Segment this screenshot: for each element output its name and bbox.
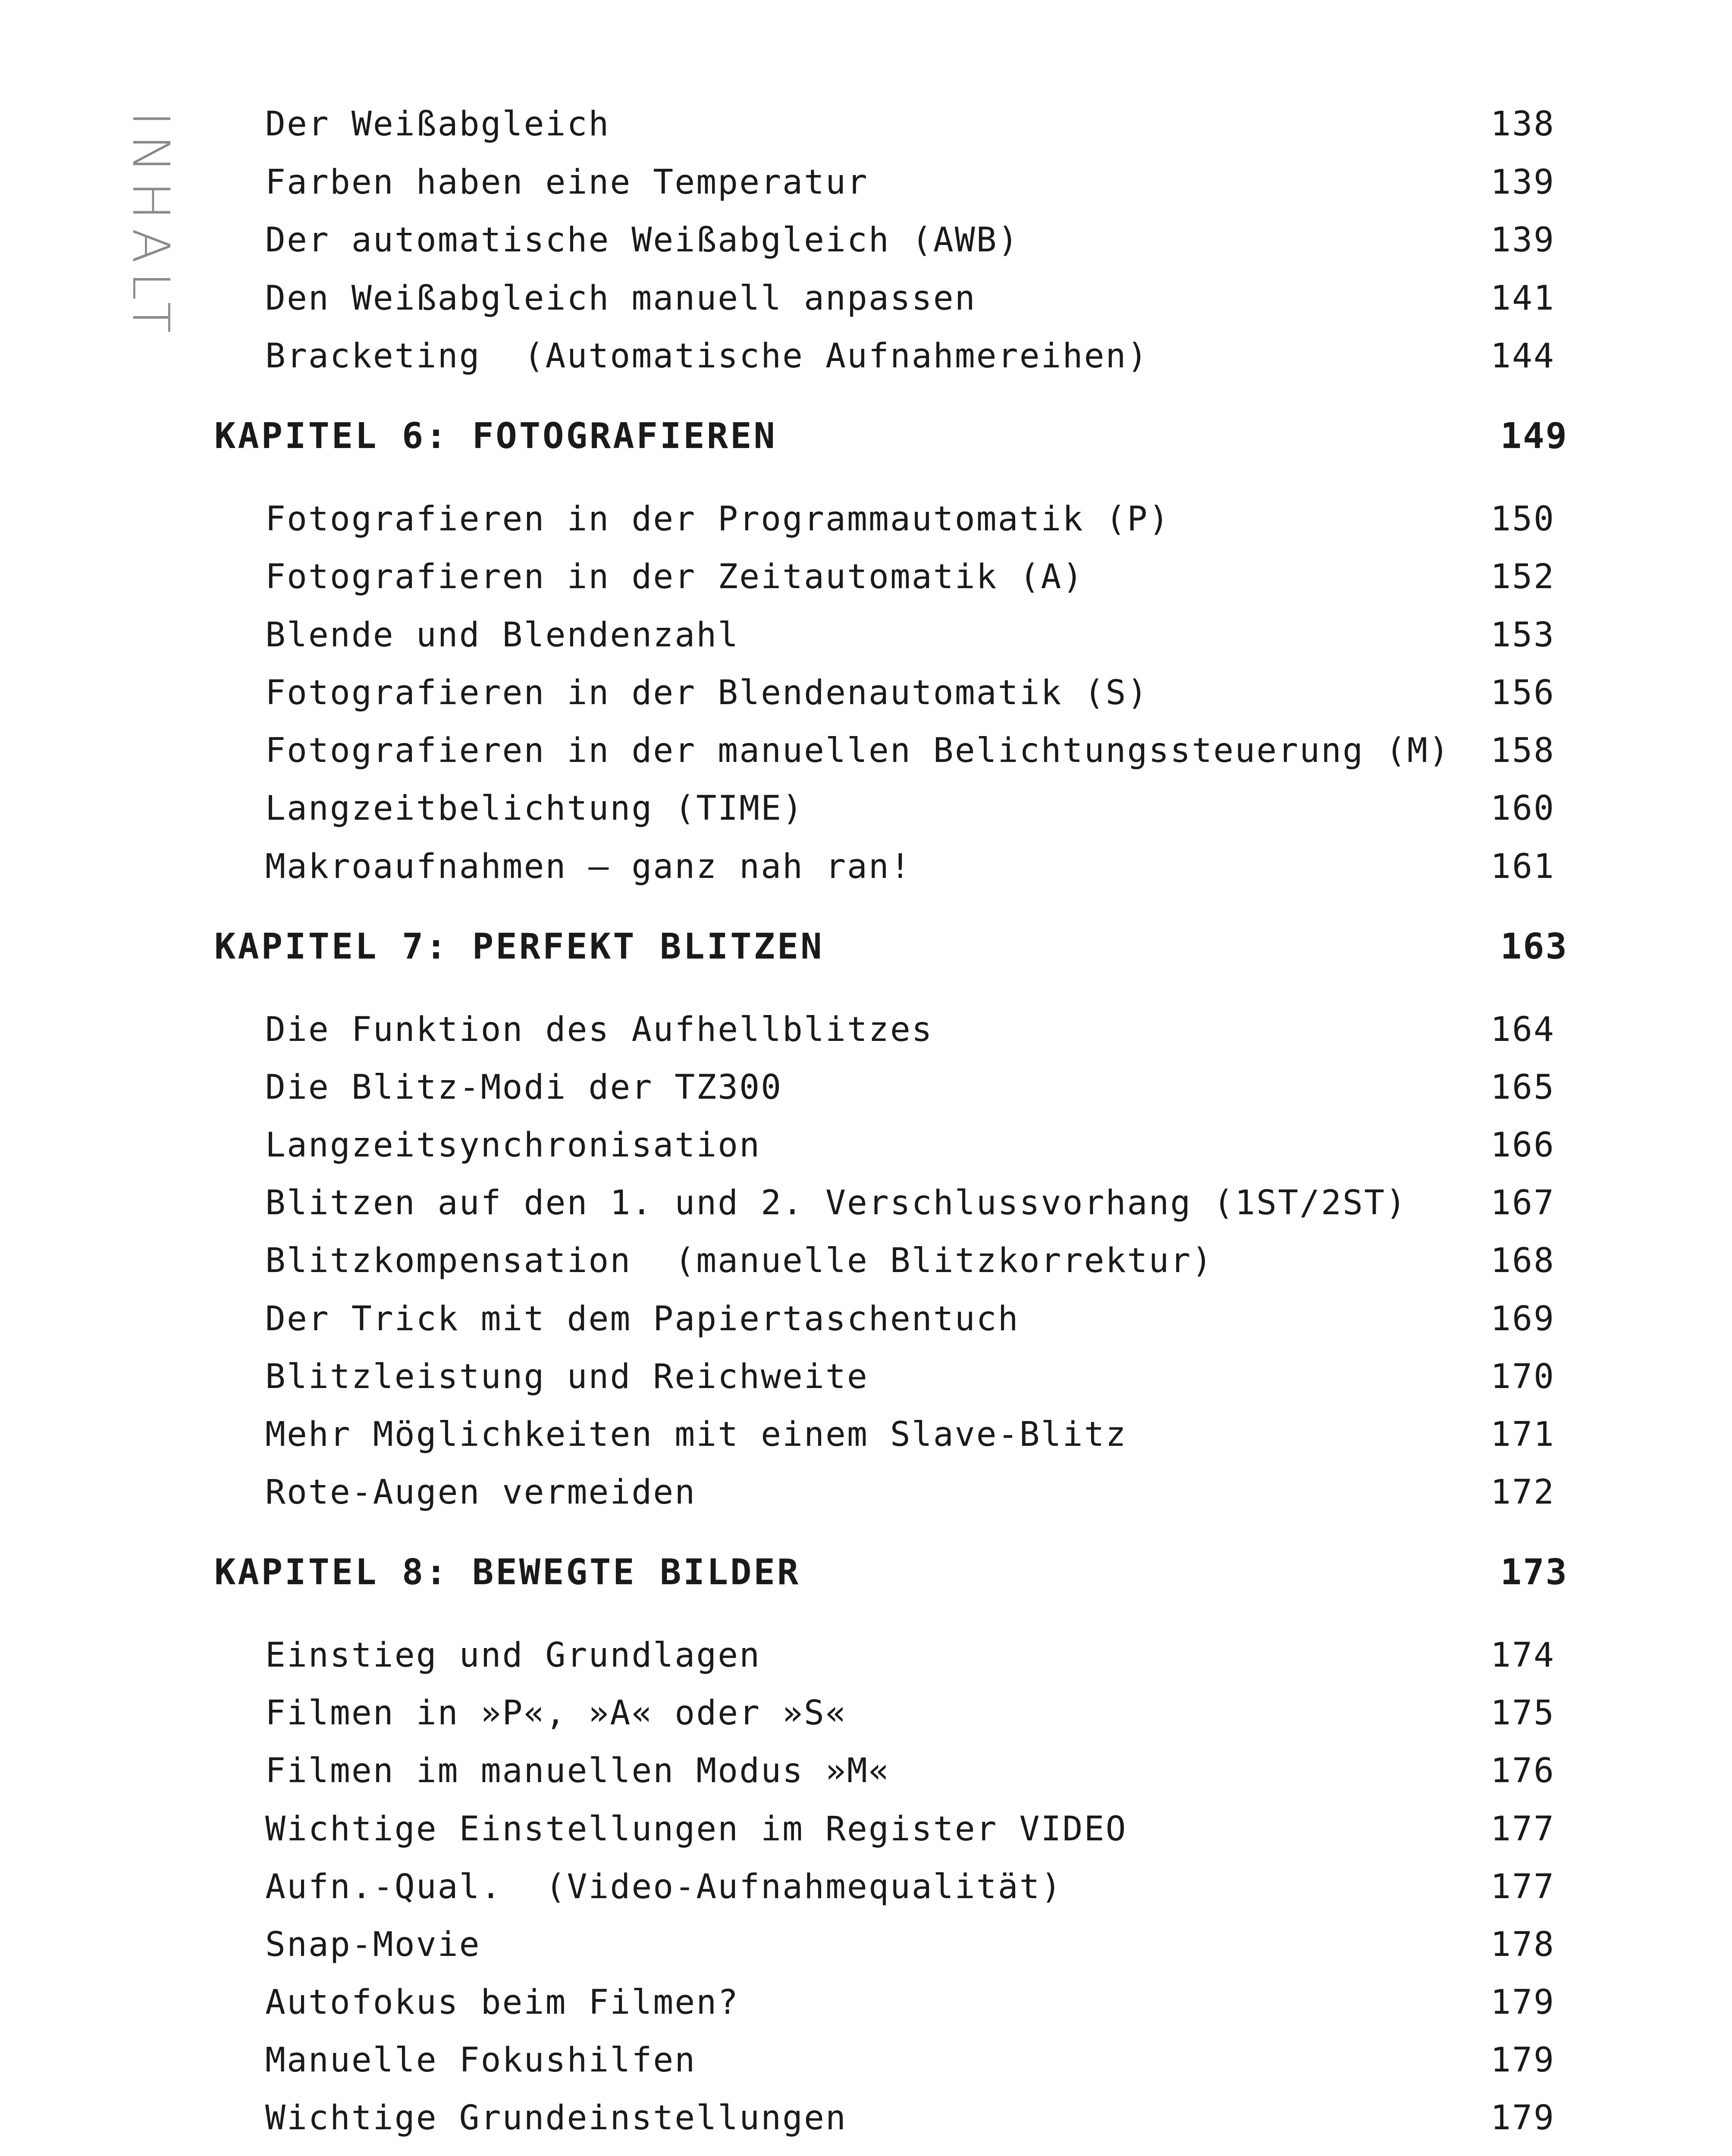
toc-entry-page: 171 xyxy=(1490,1415,1555,1454)
toc-entry-title: Blitzkompensation (manuelle Blitzkorrektur) xyxy=(265,1241,1214,1280)
toc-entry-page: 179 xyxy=(1490,2099,1555,2137)
toc-entry-title: Filmen im manuellen Modus »M« xyxy=(265,1752,890,1790)
toc-entry-page: 165 xyxy=(1490,1068,1555,1107)
toc-entry[interactable] xyxy=(0,493,1732,545)
toc-entry-title: Fotografieren in der Blendenautomatik (S) xyxy=(265,674,1149,712)
toc-entry-page: 174 xyxy=(1490,1636,1555,1675)
toc-entry-title: Fotografieren in der Programmautomatik (P) xyxy=(265,500,1170,539)
toc-entry-title: Die Funktion des Aufhellblitzes xyxy=(265,1010,933,1049)
toc-entry-title: Langzeitbelichtung (TIME) xyxy=(265,789,804,828)
chapter-page: 149 xyxy=(1500,416,1568,457)
toc-entry-page: 152 xyxy=(1490,558,1555,596)
toc-entry-title: Farben haben eine Temperatur xyxy=(265,163,869,202)
toc-entry[interactable] xyxy=(0,609,1732,661)
toc-entry-page: 169 xyxy=(1490,1300,1555,1338)
toc-entry[interactable] xyxy=(0,725,1732,777)
toc-entry[interactable] xyxy=(0,157,1732,208)
toc-entry[interactable] xyxy=(0,1687,1732,1739)
toc-entry-page: 175 xyxy=(1490,1694,1555,1733)
toc-entry-page: 164 xyxy=(1490,1010,1555,1049)
toc-entry[interactable] xyxy=(0,1235,1732,1287)
toc-entry-page: 170 xyxy=(1490,1357,1555,1396)
toc-entry[interactable] xyxy=(0,841,1732,893)
toc-entry-page: 166 xyxy=(1490,1126,1555,1165)
toc-entry-title: Wichtige Grundeinstellungen xyxy=(265,2099,847,2137)
toc-entry-title: Blitzleistung und Reichweite xyxy=(265,1357,869,1396)
toc-entry[interactable] xyxy=(0,1062,1732,1113)
toc-entry-page: 138 xyxy=(1490,105,1555,144)
toc-entry-title: Den Weißabgleich manuell anpassen xyxy=(265,279,976,318)
toc-entry-page: 160 xyxy=(1490,789,1555,828)
section-label-inhalt: INHALT xyxy=(121,111,181,342)
toc-entry-page: 178 xyxy=(1490,1925,1555,1964)
toc-entry-page: 172 xyxy=(1490,1473,1555,1512)
toc-entry-title: Filmen in »P«, »A« oder »S« xyxy=(265,1694,847,1733)
toc-entry[interactable] xyxy=(0,783,1732,834)
toc-entry-page: 176 xyxy=(1490,1752,1555,1790)
chapter-page: 173 xyxy=(1500,1552,1568,1593)
toc-entry[interactable] xyxy=(0,98,1732,150)
toc-entry-page: 168 xyxy=(1490,1241,1555,1280)
toc-entry-title: Makroaufnahmen – ganz nah ran! xyxy=(265,847,912,886)
toc-entry[interactable] xyxy=(0,2092,1732,2144)
toc-entry-title: Die Blitz-Modi der TZ300 xyxy=(265,1068,783,1107)
toc-entry-title: Wichtige Einstellungen im Register VIDEO xyxy=(265,1810,1127,1849)
toc-entry[interactable] xyxy=(0,1177,1732,1229)
chapter-title: KAPITEL 8: BEWEGTE BILDER xyxy=(214,1552,801,1593)
toc-entry[interactable] xyxy=(0,1351,1732,1403)
toc-entry-page: 177 xyxy=(1490,1810,1555,1849)
toc-entry-page: 158 xyxy=(1490,731,1555,770)
toc-entry[interactable] xyxy=(0,1293,1732,1345)
toc-entry[interactable] xyxy=(0,1919,1732,1971)
toc-entry[interactable] xyxy=(0,2034,1732,2086)
toc-entry-title: Der Weißabgleich xyxy=(265,105,610,144)
toc-entry[interactable] xyxy=(0,667,1732,719)
toc-entry-page: 161 xyxy=(1490,847,1555,886)
toc-entry-title: Autofokus beim Filmen? xyxy=(265,1983,740,2022)
toc-entry-title: Manuelle Fokushilfen xyxy=(265,2041,697,2080)
toc-chapter-heading[interactable] xyxy=(0,921,1732,973)
toc-entry[interactable] xyxy=(0,2150,1732,2156)
toc-entry[interactable] xyxy=(0,1977,1732,2028)
toc-entry-title: Fotografieren in der manuellen Belichtungssteuerung (M) xyxy=(265,731,1450,770)
toc-entry-title: Rote-Augen vermeiden xyxy=(265,1473,697,1512)
chapter-title: KAPITEL 7: PERFEKT BLITZEN xyxy=(214,926,824,967)
toc-entry-page: 156 xyxy=(1490,674,1555,712)
toc-entry-page: 167 xyxy=(1490,1184,1555,1222)
toc-entry[interactable] xyxy=(0,1409,1732,1460)
toc-entry[interactable] xyxy=(0,214,1732,266)
toc-entry-title: Aufn.-Qual. (Video-Aufnahmequalität) xyxy=(265,1868,1063,1906)
toc-entry[interactable] xyxy=(0,1630,1732,1681)
toc-entry-page: 141 xyxy=(1490,279,1555,318)
toc-entry-title: Snap-Movie xyxy=(265,1925,481,1964)
toc-entry[interactable] xyxy=(0,1467,1732,1518)
toc-entry-title: Mehr Möglichkeiten mit einem Slave-Blitz xyxy=(265,1415,1127,1454)
toc-chapter-heading[interactable] xyxy=(0,411,1732,462)
toc-entry[interactable] xyxy=(0,330,1732,382)
toc-entry-title: Langzeitsynchronisation xyxy=(265,1126,761,1165)
toc-entry-title: Fotografieren in der Zeitautomatik (A) xyxy=(265,558,1084,596)
toc-entry-title: Der automatische Weißabgleich (AWB) xyxy=(265,221,1020,260)
toc-entry-title: Bracketing (Automatische Aufnahmereihen) xyxy=(265,337,1149,376)
toc-chapter-heading[interactable] xyxy=(0,1547,1732,1598)
toc-entry-page xyxy=(1490,2150,1555,2156)
toc-entry[interactable] xyxy=(0,551,1732,603)
chapter-title: KAPITEL 6: FOTOGRAFIEREN xyxy=(214,416,777,457)
toc-entry-page: 144 xyxy=(1490,337,1555,376)
toc-entry[interactable] xyxy=(0,273,1732,324)
toc-entry-title: Blitzen auf den 1. und 2. Verschlussvorhang (1ST/2ST) xyxy=(265,1184,1407,1222)
toc-entry-page: 179 xyxy=(1490,2041,1555,2080)
chapter-page: 163 xyxy=(1500,926,1568,967)
toc-entry-title: Blende und Blendenzahl xyxy=(265,616,740,655)
toc-entry-page: 153 xyxy=(1490,616,1555,655)
toc-entry-title: Einstieg und Grundlagen xyxy=(265,1636,761,1675)
toc-entry-page: 177 xyxy=(1490,1868,1555,1906)
toc-entry[interactable] xyxy=(0,1861,1732,1913)
toc-entry[interactable] xyxy=(0,1004,1732,1056)
toc-entry-title xyxy=(265,2150,696,2156)
toc-entry-page: 179 xyxy=(1490,1983,1555,2022)
toc-entry-page: 139 xyxy=(1490,163,1555,202)
toc-entry-page: 139 xyxy=(1490,221,1555,260)
toc-entry[interactable] xyxy=(0,1745,1732,1797)
toc-entry[interactable] xyxy=(0,1803,1732,1855)
toc-entry-title: Der Trick mit dem Papiertaschentuch xyxy=(265,1300,1020,1338)
toc-entry[interactable] xyxy=(0,1119,1732,1171)
toc-entry-page: 150 xyxy=(1490,500,1555,539)
